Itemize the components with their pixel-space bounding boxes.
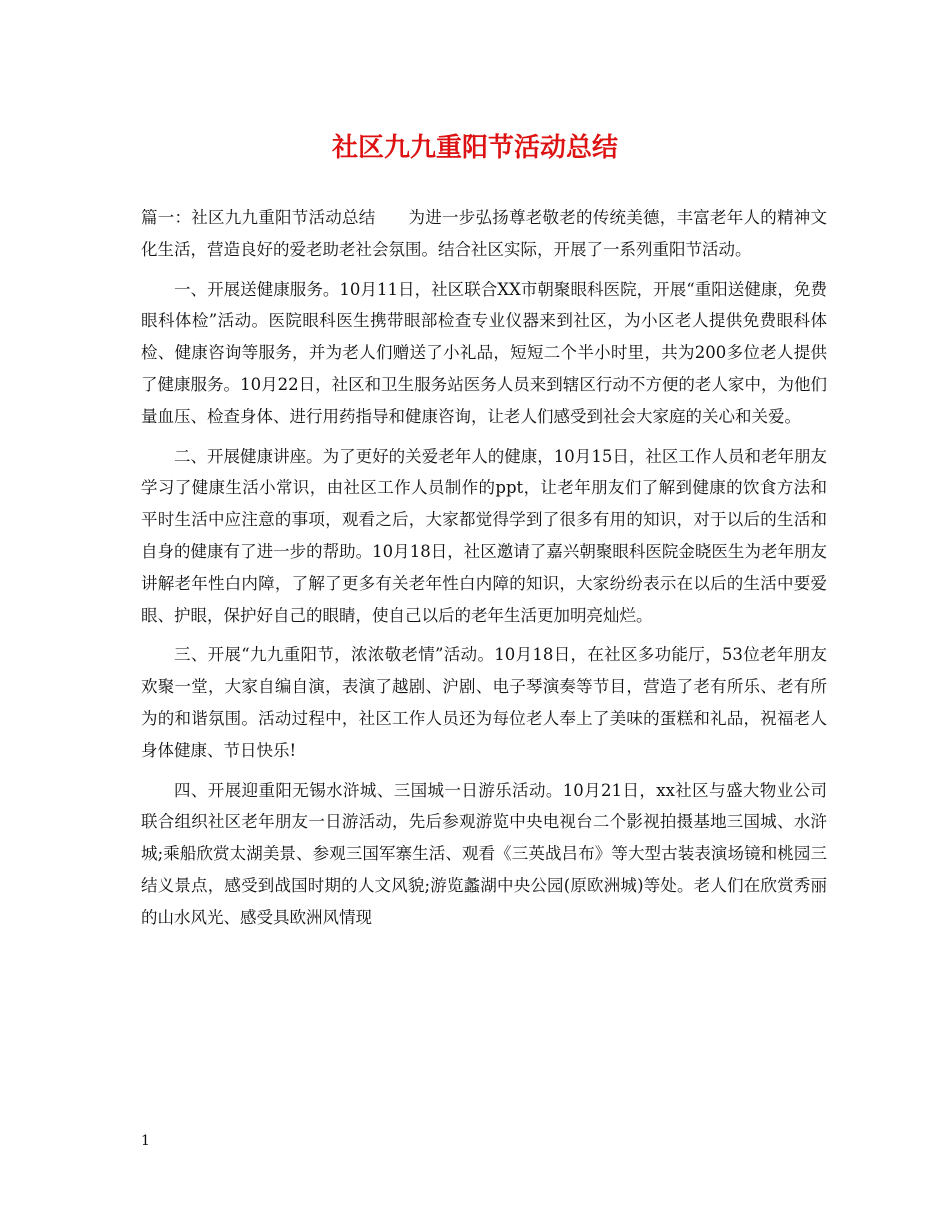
paragraph-day-trip: 四、开展迎重阳无锡水浒城、三国城一日游乐活动。10月21日，xx社区与盛大物业公司联合组织社区老年朋友一日游活动，先后参观游览中央电视台二个影视拍摄基地三国城、水浒城;乘船欣赏太湖美景、参观三国军寨生活、观看《三英战吕布》等大型古装表演场镜和桃园三结义景点，感受到战国时期的人文风貌;游览蠡湖中央公园(原欧洲城)等处。老人们在欣赏秀丽的山水风光、感受具欧洲风情现 [141,780,827,927]
section-heading: 篇一：社区九九重阳节活动总结 [141,208,376,227]
document-body [141,202,827,934]
paragraph-health-lecture: 二、开展健康讲座。为了更好的关爱老年人的健康，10月15日，社区工作人员和老年朋友学习了健康生活小常识，由社区工作人员制作的ppt，让老年朋友们了解到健康的饮食方法和平时生活中应注意的事项，观看之后，大家都觉得学到了很多有用的知识，对于以后的生活和自身的健康有了进一步的帮助。10月18日，社区邀请了嘉兴朝聚眼科医院金晓医生为老年朋友讲解老年性白内障，了解了更多有关老年性白内障的知识，大家纷纷表示在以后的生活中要爱眼、护眼，保护好自己的眼睛，使自己以后的老年生活更加明亮灿烂。 [141,446,827,625]
document-title: 社区九九重阳节活动总结 [331,133,618,163]
paragraph-health-service: 一、开展送健康服务。10月11日，社区联合XX市朝聚眼科医院，开展“重阳送健康，免费眼科体检”活动。医院眼科医生携带眼部检查专业仪器来到社区，为小区老人提供免费眼科体检、健康咨询等服务，并为老人们赠送了小礼品，短短二个半小时里，共为200多位老人提供了健康服务。10月22日，社区和卫生服务站医务人员来到辖区行动不方便的老人家中，为他们量血压、检查身体、进行用药指导和健康咨询，让老人们感受到社会大家庭的关心和关爱。 [141,279,827,426]
paragraph-respect-elders-event: 三、开展“九九重阳节，浓浓敬老情”活动。10月18日，在社区多功能厅，53位老年朋友欢聚一堂，大家自编自演，表演了越剧、沪剧、电子琴演奏等节目，营造了老有所乐、老有所为的和谐氛围。活动过程中，社区工作人员还为每位老人奉上了美味的蛋糕和礼品，祝福老人身体健康、节日快乐! [141,645,827,760]
intro-text: 为进一步弘扬尊老敬老的传统美德，丰富老年人的精神文化生活，营造良好的爱老助老社会氛围。结合社区实际，开展了一系列重阳节活动。 [141,208,827,259]
page-number: 1 [141,1133,150,1149]
intro-paragraph [141,202,827,266]
